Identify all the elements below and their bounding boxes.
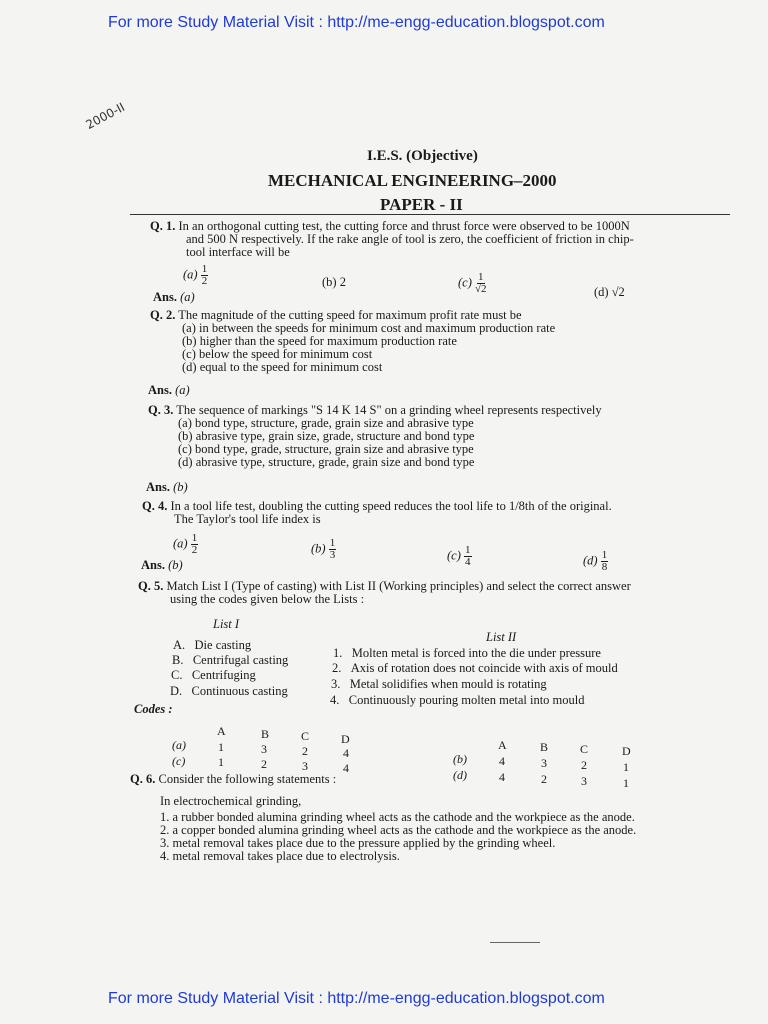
codes-header-a-left: A [217,724,226,738]
codes-header-b-left: B [261,727,270,741]
q3-option-a: (a) bond type, structure, grade, grain size and abrasive type [178,416,474,430]
list2-title: List II [486,630,517,644]
q2-option-a: (a) in between the speeds for minimum cost and maximum production rate [182,321,556,335]
code-row-b-val-1: 4 [499,754,505,768]
code-row-b-label: (b) [453,752,467,766]
code-row-a-val-1: 1 [218,740,224,754]
q6-statement-2: 2. a copper bonded alumina grinding wheel acts as the cathode and the workpiece as the anode. [160,823,637,837]
q2-number: Q. 2. [150,308,176,322]
q2-option-c: (c) below the speed for minimum cost [182,347,373,361]
q1-number: Q. 1. [150,219,176,233]
q4-text-1: In a tool life test, doubling the cutting speed reduces the tool life to 1/8th of the original. [170,499,612,513]
question-4 [142,500,612,526]
q3-option-d: (d) abrasive type, structure, grade, grain size and bond type [178,455,475,469]
codes-label: Codes : [134,702,173,716]
q4-number: Q. 4. [142,499,168,513]
bottom-banner: For more Study Material Visit : http://me-engg-education.blogspot.com [108,990,605,1007]
q3-text: The sequence of markings "S 14 K 14 S" on a grinding wheel represents respectively [176,403,602,417]
code-row-c-val-1: 1 [218,755,224,769]
list2-item-3: 3. Metal solidifies when mould is rotating [331,677,547,691]
list1-item-d: D. Continuous casting [170,684,288,698]
q1-option-c: (c) $\frac{1}{√2}$ [458,271,487,295]
q2-answer: Ans. (a) [148,383,190,397]
code-row-c-val-3: 3 [302,759,308,773]
codes-header-a-right: A [498,738,507,752]
handwritten-note: 2000-II [83,99,128,132]
q4-option-c: (c) $\frac{1}{4}$ [447,544,471,568]
code-row-a-val-4: 4 [343,746,349,760]
codes-header-d-right: D [622,744,631,758]
q3-number: Q. 3. [148,403,174,417]
question-6 [130,773,336,786]
q1-text-1: In an orthogonal cutting test, the cutting force and thrust force were observed to be 1000N [178,219,630,233]
code-row-b-val-4: 1 [623,760,629,774]
paper-title: PAPER - II [380,195,463,214]
list1-title: List I [213,617,240,631]
code-row-b-val-2: 3 [541,756,547,770]
question-3 [148,404,602,469]
q6-text: Consider the following statements : [158,772,337,786]
list2-item-1: 1. Molten metal is forced into the die under pressure [333,646,601,660]
q6-statement-3: 3. metal removal takes place due to the pressure applied by the grinding wheel. [160,836,556,850]
q4-answer: Ans. (b) [141,558,183,572]
q2-option-b: (b) higher than the speed for maximum production rate [182,334,457,348]
q5-text-2: using the codes given below the Lists : [170,592,365,606]
subject-title: MECHANICAL ENGINEERING–2000 [268,171,557,190]
q3-option-b: (b) abrasive type, grain size, grade, structure and bond type [178,429,475,443]
q6-statements [160,795,720,863]
q6-number: Q. 6. [130,772,156,786]
list1-item-c: C. Centrifuging [171,668,256,682]
q4-text-2: The Taylor's tool life index is [174,512,321,526]
code-row-a-val-2: 3 [261,742,267,756]
q1-text-2: and 500 N respectively. If the rake angle of tool is zero, the coefficient of friction in chip- [186,232,634,246]
q6-statement-1: 1. a rubber bonded alumina grinding wheel acts as the cathode and the workpiece as the anode. [160,810,635,824]
q1-option-a: (a) $\frac{1}{2}$ [183,263,208,287]
q6-statement-4: 4. metal removal takes place due to electrolysis. [160,849,400,863]
code-row-b-val-3: 2 [581,758,587,772]
q5-text-1: Match List I (Type of casting) with List II (Working principles) and select the correct answer [166,579,631,593]
codes-header-d-left: D [341,732,350,746]
list1-item-a: A. Die casting [173,638,252,652]
code-row-c-val-4: 4 [343,761,349,775]
header-rule [130,214,730,215]
question-2 [150,309,555,374]
q3-option-c: (c) bond type, grade, structure, grain size and abrasive type [178,442,474,456]
q1-text-3: tool interface will be [186,245,290,259]
code-row-d-val-3: 3 [581,774,587,788]
q4-option-d: (d) $\frac{1}{8}$ [583,549,608,573]
code-row-a-label: (a) [172,738,186,752]
q6-intro: In electrochemical grinding, [160,794,302,808]
exam-title: I.E.S. (Objective) [367,148,478,164]
code-row-a-val-3: 2 [302,744,308,758]
question-5 [138,580,631,606]
q5-number: Q. 5. [138,579,164,593]
question-1 [150,220,634,259]
code-row-c-val-2: 2 [261,757,267,771]
q4-option-b: (b) $\frac{1}{3}$ [311,537,336,561]
q1-answer: Ans. (a) [153,290,195,304]
code-row-c-label: (c) [172,754,186,768]
list1-item-b: B. Centrifugal casting [172,653,289,667]
code-row-d-label: (d) [453,768,467,782]
code-row-d-val-2: 2 [541,772,547,786]
list2-item-2: 2. Axis of rotation does not coincide with axis of mould [332,661,618,675]
list2-item-4: 4. Continuously pouring molten metal into mould [330,693,585,707]
q2-text: The magnitude of the cutting speed for maximum profit rate must be [178,308,522,322]
codes-header-c-right: C [580,742,589,756]
top-banner: For more Study Material Visit : http://me-engg-education.blogspot.com [108,14,605,31]
q4-option-a: (a) $\frac{1}{2}$ [173,532,198,556]
code-row-d-val-4: 1 [623,776,629,790]
code-row-d-val-1: 4 [499,770,505,784]
q1-option-b: (b) 2 [322,275,346,289]
codes-header-b-right: B [540,740,549,754]
q2-option-d: (d) equal to the speed for minimum cost [182,360,383,374]
q3-answer: Ans. (b) [146,480,188,494]
q1-option-d: (d) √2 [594,285,625,299]
footer-rule [490,942,540,943]
codes-header-c-left: C [301,729,310,743]
